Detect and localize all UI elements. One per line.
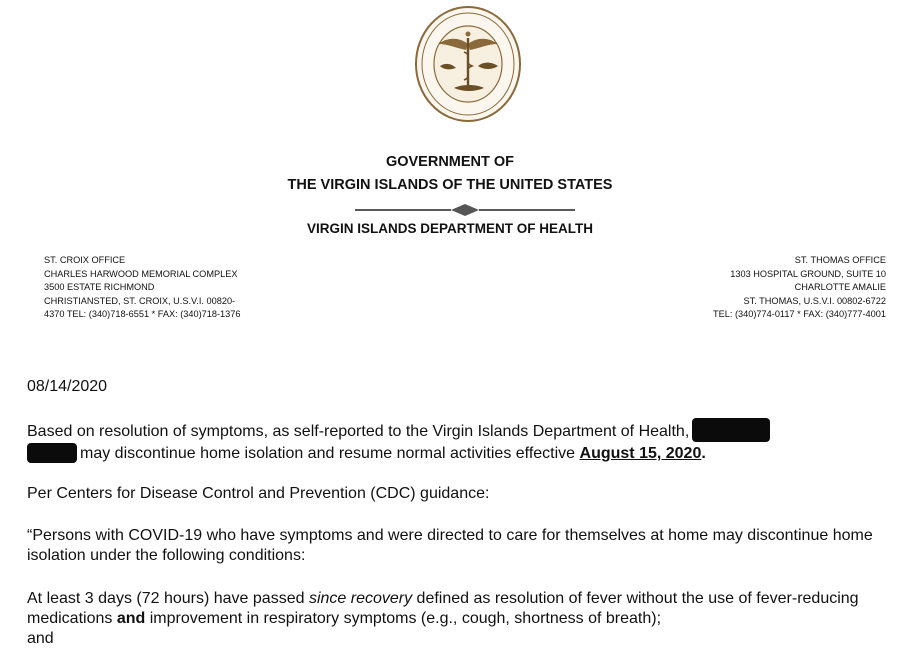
and-emphasis: and [116, 610, 146, 627]
clearance-text-start: Based on resolution of symptoms, as self-reported to the Virgin Islands Department of Health, [27, 423, 690, 441]
address-line: ST. THOMAS OFFICE [794, 255, 886, 265]
cdc-guidance-intro: Per Centers for Disease Control and Prevention (CDC) guidance: [27, 485, 490, 502]
effective-date: August 15, 2020 [579, 445, 702, 463]
address-line: TEL: (340)774-0117 * FAX: (340)777-4001 [713, 309, 886, 320]
redacted-name-block [27, 443, 77, 463]
header-divider [355, 203, 575, 217]
address-line: CHARLES HARWOOD MEMORIAL COMPLEX [44, 268, 238, 279]
condition-paragraph [27, 589, 897, 649]
address-line: CHARLOTTE AMALIE [794, 282, 886, 293]
redacted-name-block [692, 418, 770, 442]
condition-text: improvement in respiratory symptoms (e.g., cough, shortness of breath); [145, 610, 662, 627]
department-of-health-seal [414, 4, 522, 124]
address-line: ST. THOMAS, U.S.V.I. 00802-6722 [743, 295, 886, 306]
since-recovery-text: since recovery [308, 590, 413, 607]
address-line: CHRISTIANSTED, ST. CROIX, U.S.V.I. 00820- [44, 295, 236, 306]
address-line: 4370 TEL: (340)718-6551 * FAX: (340)718-1376 [44, 309, 241, 320]
clearance-text-mid: may discontinue home isolation and resume normal activities effective [80, 445, 576, 463]
condition-text: and [27, 630, 54, 647]
header-territory: THE VIRGIN ISLANDS OF THE UNITED STATES [287, 177, 613, 193]
address-line: ST. CROIX OFFICE [44, 255, 126, 265]
address-line: 3500 ESTATE RICHMOND [44, 282, 155, 293]
address-line: 1303 HOSPITAL GROUND, SUITE 10 [730, 268, 886, 279]
clearance-paragraph [27, 420, 897, 464]
st-thomas-office-address [713, 254, 886, 322]
letter-date: 08/14/2020 [27, 378, 108, 395]
condition-text: defined as resolution of fever without the use of fever-reducing medications [27, 590, 859, 627]
sentence-end: . [701, 445, 706, 463]
header-department: VIRGIN ISLANDS DEPARTMENT OF HEALTH [307, 221, 593, 236]
cdc-quote-paragraph: “Persons with COVID-19 who have symptoms and were directed to care for themselves at home may discontinue home isolation under the following conditions: [27, 527, 873, 564]
header-government: GOVERNMENT OF [385, 154, 515, 170]
condition-text: At least 3 days (72 hours) have passed [27, 590, 309, 607]
st-croix-office-address [44, 254, 240, 322]
